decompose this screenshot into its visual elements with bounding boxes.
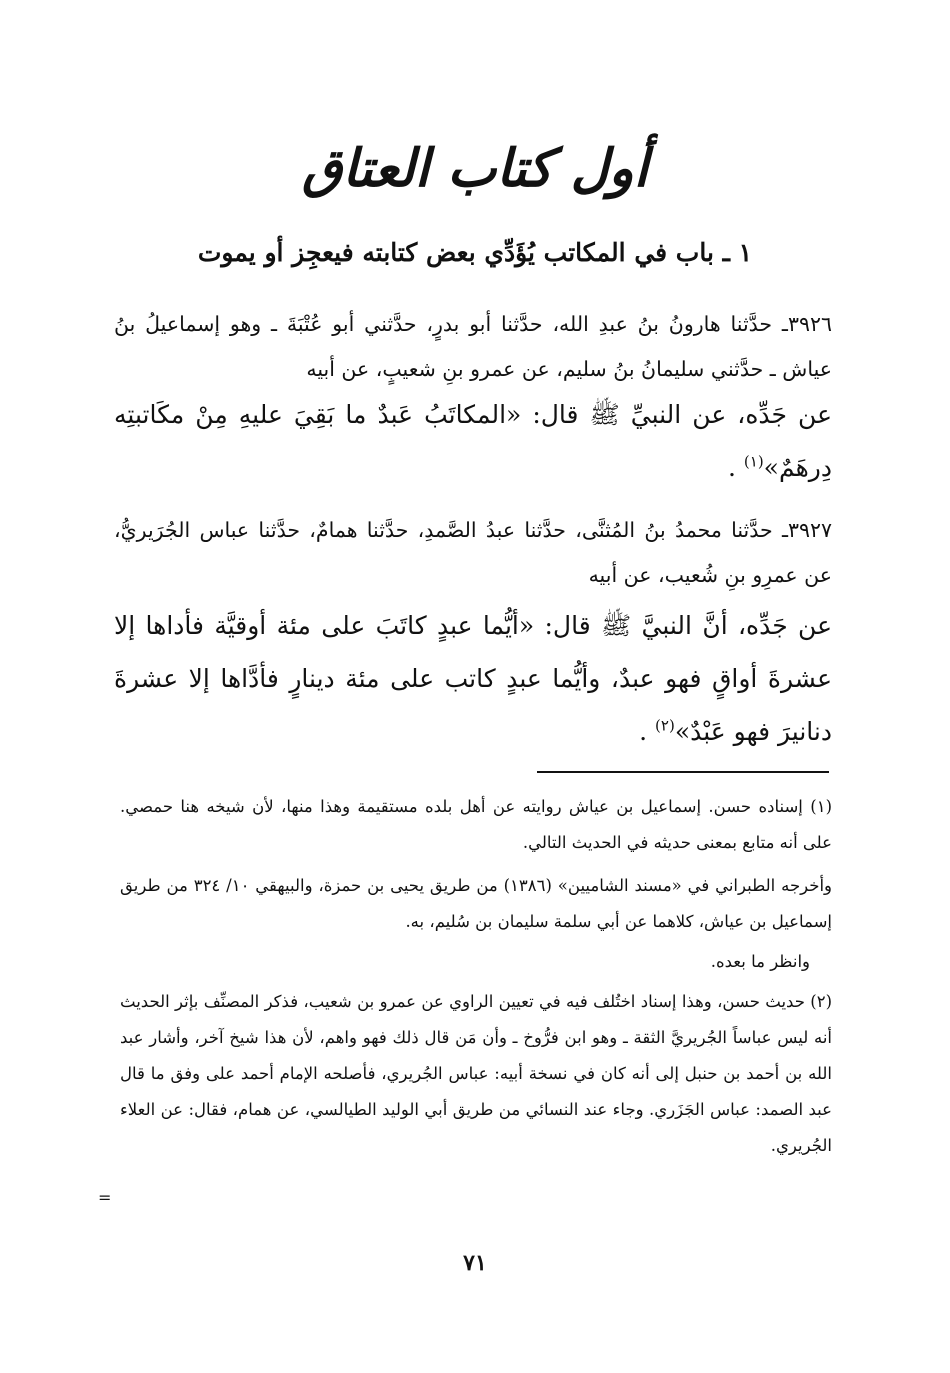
footnote-2: (٢) حديث حسن، وهذا إسناد اختُلف فيه في تعيين الراوي عن عمرو بن شعيب، فذكر المصنِّف بإثر الحديث أنه ليس عباساً الجُريريَّ الثقة ـ وهو ابن فرُّوخ ـ وأن مَن قال ذلك فهو واهم، لأن هذا شيخ آخر، وأشار عبد الله بن أحمد بن حنبل إلى أنه كان في نسخة أبيه: عباس الجُريري، فأصلحه الإمام أحمد على وفق ما قال عبد الصمد: عباس الجَزَري. وجاء عند النسائي من طريق أبي الوليد الطيالسي، عن همام، فقال: عن العلاء الجُريري. [120,992,832,1155]
hadith-2-matn-text: عن جَدِّه، أنَّ النبيَّ ﷺ قال: «أيُّما عبدٍ كاتَبَ على مئة أوقيَّة فأداها إلا عشرةَ أواقٍ فهو عبدٌ، وأيُّما عبدٍ كاتب على مئة دينارٍ فأدَّاها إلا عشرةَ دنانيرَ فهو عَبْدٌ» [114,611,832,746]
hadith-2-isnad: ٣٩٢٧ـ حدَّثنا محمدُ بنُ المُثنَّى، حدَّثنا عبدُ الصَّمدِ، حدَّثنا همامٌ، حدَّثنا عباس الجُرَيريُّ، عن عمرِو بنِ شُعيب، عن أبيه [114,518,832,587]
page-number: ٧١ [463,1250,487,1276]
hadith-1-matn-text: عن جَدِّه، عن النبيِّ ﷺ قال: «المكاتَبُ عَبدٌ ما بَقِيَ عليهِ مِنْ مكَاتبتِه دِرهَمٌ» [114,400,832,482]
hadith-2-matn: عن جَدِّه، أنَّ النبيَّ ﷺ قال: «أيُّما عبدٍ كاتَبَ على مئة أوقيَّة فأداها إلا عشرةَ أواقٍ فهو عبدٌ، وأيُّما عبدٍ كاتب على مئة دينارٍ فأدَّاها إلا عشرةَ دنانيرَ فهو عَبْدٌ»$^{(٢)}$ . [114,611,832,746]
continuation-mark: = [98,1188,112,1207]
footnote-1-paragraph-1: (١) إسناده حسن. إسماعيل بن عياش روايته عن أهل بلده مستقيمة وهذا منها، لأن شيخه هنا حمصي. على أنه متابع بمعنى حديثه في الحديث التالي. [120,797,832,852]
hadith-1-matn: عن جَدِّه، عن النبيِّ ﷺ قال: «المكاتَبُ عَبدٌ ما بَقِيَ عليهِ مِنْ مكَاتبتِه دِرهَمٌ»$^{(١)}$ . [114,400,832,482]
chapter-heading: ١ ـ باب في المكاتب يُؤَدِّي بعض كتابته فيعجِز أو يموت [197,238,753,267]
hadith-1-isnad: ٣٩٢٦ـ حدَّثنا هارونُ بنُ عبدِ الله، حدَّثنا أبو بدرٍ، حدَّثني أبو عُتْبَةَ ـ وهو إسماعيلُ بنُ عياش ـ حدَّثني سليمانُ بنُ سليم، عن عمرو بنِ شعيبٍ، عن أبيه [114,312,832,381]
book-title: أول كتاب العتاق [301,138,649,199]
footnote-ref-2: (٢) [655,716,675,735]
footnote-separator [537,771,829,773]
footnote-1-paragraph-3: وانظر ما بعده. [710,952,810,971]
footnote-ref-1: (١) [743,452,764,471]
footnote-1-paragraph-2: وأخرجه الطبراني في «مسند الشاميين» (١٣٨٦) من طريق يحيى بن حمزة، والبيهقي ١٠/ ٣٢٤ من طريق إسماعيل بن عياش، كلاهما عن أبي سلمة سليمان بن سُليم، به. [120,876,833,931]
